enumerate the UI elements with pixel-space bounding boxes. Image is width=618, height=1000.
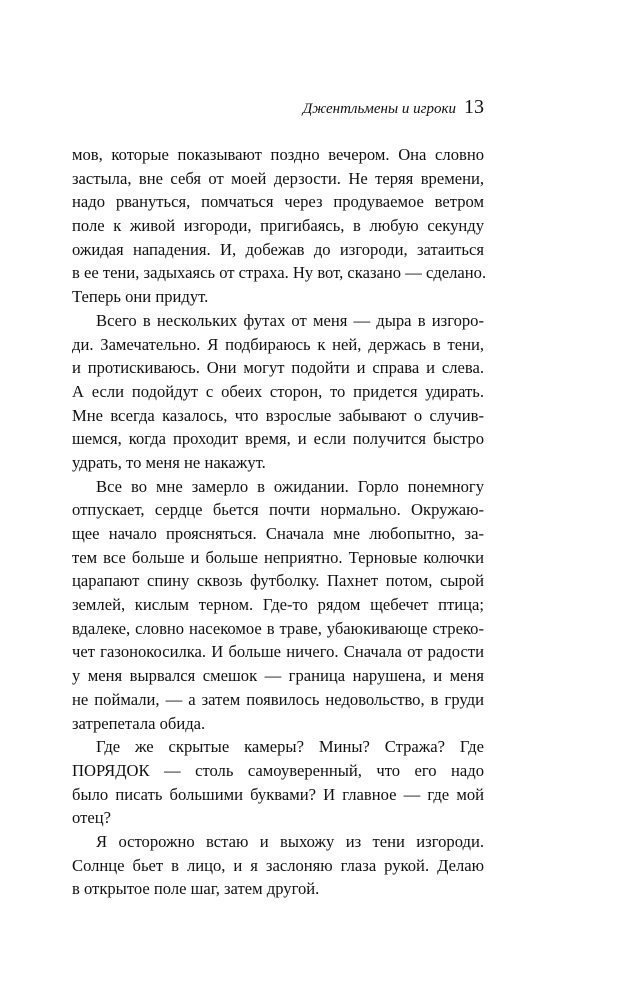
text-line: шемся, когда проходит время, и если получится быстро [72,429,484,449]
text-line: Теперь они придут. [72,287,209,307]
text-line: Я осторожно встаю и выхожу из тени изгороди. [96,831,484,851]
text-line: у меня вырвался смешок — граница нарушена, и меня [72,666,484,686]
text-line: Все во мне замерло в ожидании. Горло понемногу [96,476,484,496]
text-line: ди. Замечательно. Я подбираюсь к ней, держась в тени, [72,334,484,354]
running-header [72,96,484,119]
text-line: Мне всегда казалось, что взрослые забывают о случив- [72,405,484,425]
text-line: ПОРЯДОК — столь самоуверенный, что его надо [72,760,484,780]
text-line: тем все больше и больше неприятно. Терновые колючки [72,547,484,567]
text-line: Всего в нескольких футах от меня — дыра в изгоро- [96,310,484,330]
text-line: Где же скрытые камеры? Мины? Стража? Где [96,737,484,757]
text-line: в ее тени, задыхаясь от страха. Ну вот, сказано — сделано. [72,263,487,283]
body-text [72,143,487,901]
text-line: царапают спину сквозь футболку. Пахнет потом, сырой [72,571,484,591]
text-line: щее начало проясняться. Сначала мне любопытно, за- [72,524,484,543]
text-line: мов, которые показывают поздно вечером. Она словно [72,145,484,164]
text-line: Солнце бьет в лицо, и я заслоняю глаза рукой. Делаю [72,855,484,875]
text-line: поле к живой изгороди, пригибаясь, в любую секунду [72,216,484,236]
text-line: застыла, вне себя от моей дерзости. Не теряя времени, [72,168,484,188]
paragraph [72,830,484,901]
text-line: отец? [72,808,111,828]
text-line: вдалеке, словно насекомое в траве, убаюкивающе стреко- [72,618,484,638]
text-line: отпускает, сердце бьется почти нормально. Окружаю- [72,500,484,520]
text-line: А если подойдут с обеих сторон, то придется удирать. [72,381,484,401]
text-line: чет газонокосилка. И больше ничего. Сначала от радости [72,642,484,662]
text-line: и протискиваюсь. Они могут подойти и справа и слева. [72,358,484,378]
text-line: было писать большими буквами? И главное — где мой [72,784,484,804]
paragraph [72,309,484,475]
text-line: не поймали, — а затем появилось недовольство, в груди [72,689,484,709]
running-title: Джентльмены и игроки [302,101,456,117]
text-line: ожидая нападения. И, добежав до изгороди, затаиться [72,239,484,259]
text-line: затрепетала обида. [72,713,206,733]
text-line: землей, кислым терном. Где-то рядом щебечет птица; [72,595,484,615]
text-line: удрать, то меня не накажут. [72,452,266,472]
paragraph [72,143,487,309]
paragraph [72,475,484,736]
text-line: в открытое поле шаг, затем другой. [72,879,320,899]
paragraph [72,735,484,830]
page-number: 13 [464,96,484,118]
text-line: надо рвануться, помчаться через продуваемое ветром [72,192,484,212]
